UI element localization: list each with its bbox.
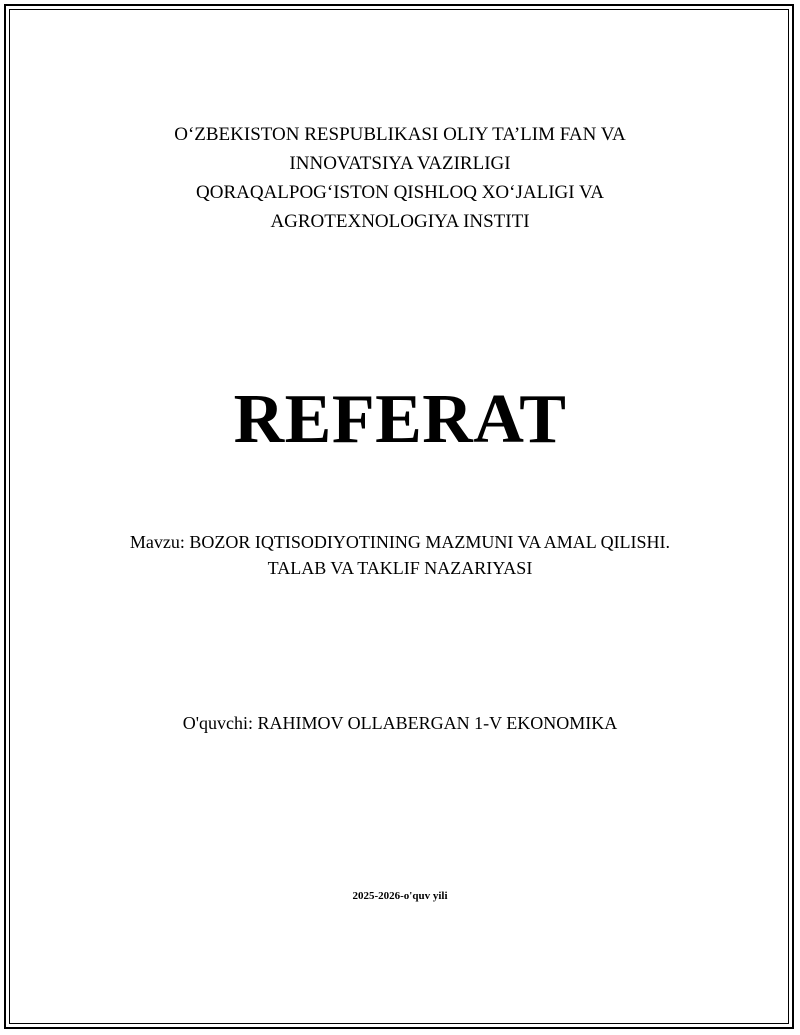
- ministry-line-2: INNOVATSIYA VAZIRLIGI: [289, 153, 511, 174]
- topic-block: [0, 529, 800, 581]
- academic-year: 2025-2026-o'quv yili: [352, 890, 448, 902]
- institute-line-2: AGROTEXNOLOGIYA INSTITI: [270, 211, 530, 232]
- topic-line-1: Mavzu: BOZOR IQTISODIYOTINING MAZMUNI VA AMAL QILISHI.: [129, 532, 671, 552]
- topic-line-2: TALAB VA TAKLIF NAZARIYASI: [267, 558, 533, 578]
- student-info: O'quvchi: RAHIMOV OLLABERGAN 1-V EKONOMIKA: [182, 713, 618, 733]
- institution-heading: [0, 120, 800, 236]
- institute-line-1: QORAQALPOG‘ISTON QISHLOQ XO‘JALIGI VA: [196, 182, 604, 203]
- ministry-line-1: O‘ZBEKISTON RESPUBLIKASI OLIY TA’LIM FAN VA: [174, 124, 626, 145]
- document-title: REFERAT: [233, 381, 567, 458]
